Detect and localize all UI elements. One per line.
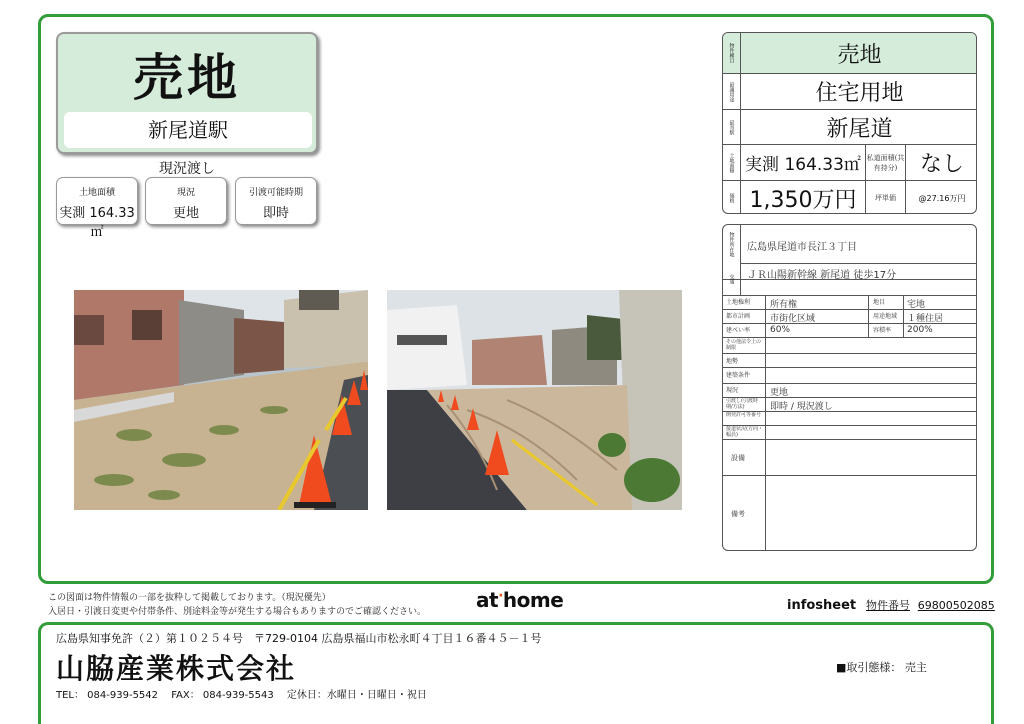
terrain-label: 地勢 — [726, 358, 739, 365]
athome-logo-part-2: home — [502, 588, 564, 612]
road-label: 接道状況(方向・幅員) — [726, 426, 763, 438]
transport-value: ＪＲ山陽新幹線 新尾道 徒歩17分 — [747, 270, 897, 281]
other-restriction-label: その他法令上の制限 — [726, 339, 762, 351]
summary-row-station — [723, 109, 977, 144]
tsubo-price-value: @27.16万円 — [918, 193, 966, 203]
property-number: 69800502085 — [917, 599, 995, 612]
handover-value: 即時 — [262, 206, 289, 221]
row-label: 土地面積 — [723, 145, 741, 180]
far-value: 200% — [907, 325, 933, 335]
row-label: 物件種目 — [723, 33, 741, 73]
property-type-title: 売地 — [133, 49, 241, 107]
company-name: 山脇産業株式会社 — [56, 652, 297, 685]
land-area-card — [56, 177, 138, 240]
land-right-label: 土地権利 — [726, 299, 751, 306]
dev-permit-label: 開発許可等番号 — [726, 412, 762, 418]
zoning-label: 用途地域 — [873, 313, 898, 320]
athome-dot-icon: · — [498, 588, 503, 604]
row-label: 最寄駅 — [723, 110, 741, 144]
handover-detail-label: 引渡し(引渡時期/方法) — [726, 398, 758, 410]
current-state-value: 更地 — [172, 206, 199, 221]
city-plan-value: 市街化区域 — [770, 314, 816, 324]
address-value: 広島県尾道市長江３丁目 — [747, 242, 857, 253]
price-value: 1,350万円 — [741, 181, 866, 214]
land-category-label: 地目 — [873, 299, 886, 306]
summary-row-type — [723, 33, 977, 73]
land-category-value: 宅地 — [907, 300, 926, 310]
property-number-label: 物件番号 — [865, 599, 910, 612]
current-state-label: 現況 — [176, 188, 195, 198]
license-info: 広島県知事免許（２）第１０２５４号 〒729-0104 広島県福山市松永町４丁目１６番４５－１号 — [56, 632, 542, 645]
land-area-label: 土地面積 — [78, 188, 115, 198]
site-photo-2 — [387, 290, 682, 510]
status-text: 現況渡し — [159, 161, 215, 177]
area-value: 実測 164.33㎡ — [741, 145, 866, 180]
handover-label: 引渡可能時期 — [248, 188, 303, 198]
infosheet-ref — [787, 597, 995, 613]
summary-row-use — [723, 73, 977, 109]
details-table — [722, 224, 977, 551]
deal-type: ■取引態様： 売主 — [836, 661, 927, 674]
handover-detail-value: 即時 / 現況渡し — [770, 402, 833, 412]
current-state-card — [145, 177, 227, 225]
bcr-label: 建ぺい率 — [726, 327, 751, 334]
contact-info: TEL： 084-939-5542 FAX： 084-939-5543 定休日：水曜日・日曜日・祝日 — [56, 690, 427, 701]
private-road-value: なし — [919, 152, 964, 177]
footer-note-1: この図面は物件情報の一部を抜粋して掲載しております。（現況優先） — [48, 593, 331, 603]
station-label: 新尾道駅 — [64, 112, 312, 148]
row-value: 新尾道 — [826, 116, 893, 142]
address-label: 物件所在地 — [723, 225, 741, 263]
facilities-label: 設備 — [731, 454, 745, 462]
city-plan-label: 都市計画 — [726, 313, 751, 320]
athome-logo — [476, 588, 563, 612]
row-value: 住宅用地 — [815, 81, 904, 106]
title-card — [56, 32, 318, 154]
current-value: 更地 — [770, 388, 789, 398]
transport-label: 交通 — [723, 263, 741, 295]
private-road-label: 私道面積(共有持分) — [866, 145, 906, 180]
athome-logo-part-1: at — [476, 588, 499, 612]
bcr-value: 60% — [770, 325, 791, 335]
site-photo-1 — [74, 290, 368, 510]
summary-row-area — [723, 144, 977, 180]
tsubo-price-label: 坪単価 — [866, 181, 906, 214]
infosheet-label: infosheet — [787, 598, 857, 613]
land-area-value: 実測 164.33㎡ — [59, 206, 135, 240]
row-value: 売地 — [837, 42, 882, 68]
row-label: 価格 — [723, 181, 741, 214]
zoning-value: １種住居 — [907, 314, 944, 324]
far-label: 容積率 — [873, 327, 892, 334]
remarks-label: 備考 — [731, 510, 745, 518]
footer-note-2: 入居日・引渡日変更や付帯条件、別途料金等が発生する場合もありますのでご確認ください。 — [48, 607, 427, 617]
current-label: 現況 — [726, 387, 739, 394]
summary-table — [722, 32, 977, 214]
summary-row-price — [723, 180, 977, 214]
building-condition-label: 建築条件 — [726, 372, 751, 379]
land-right-value: 所有権 — [770, 300, 798, 310]
handover-card — [235, 177, 317, 225]
row-label: 最適用途 — [723, 74, 741, 109]
